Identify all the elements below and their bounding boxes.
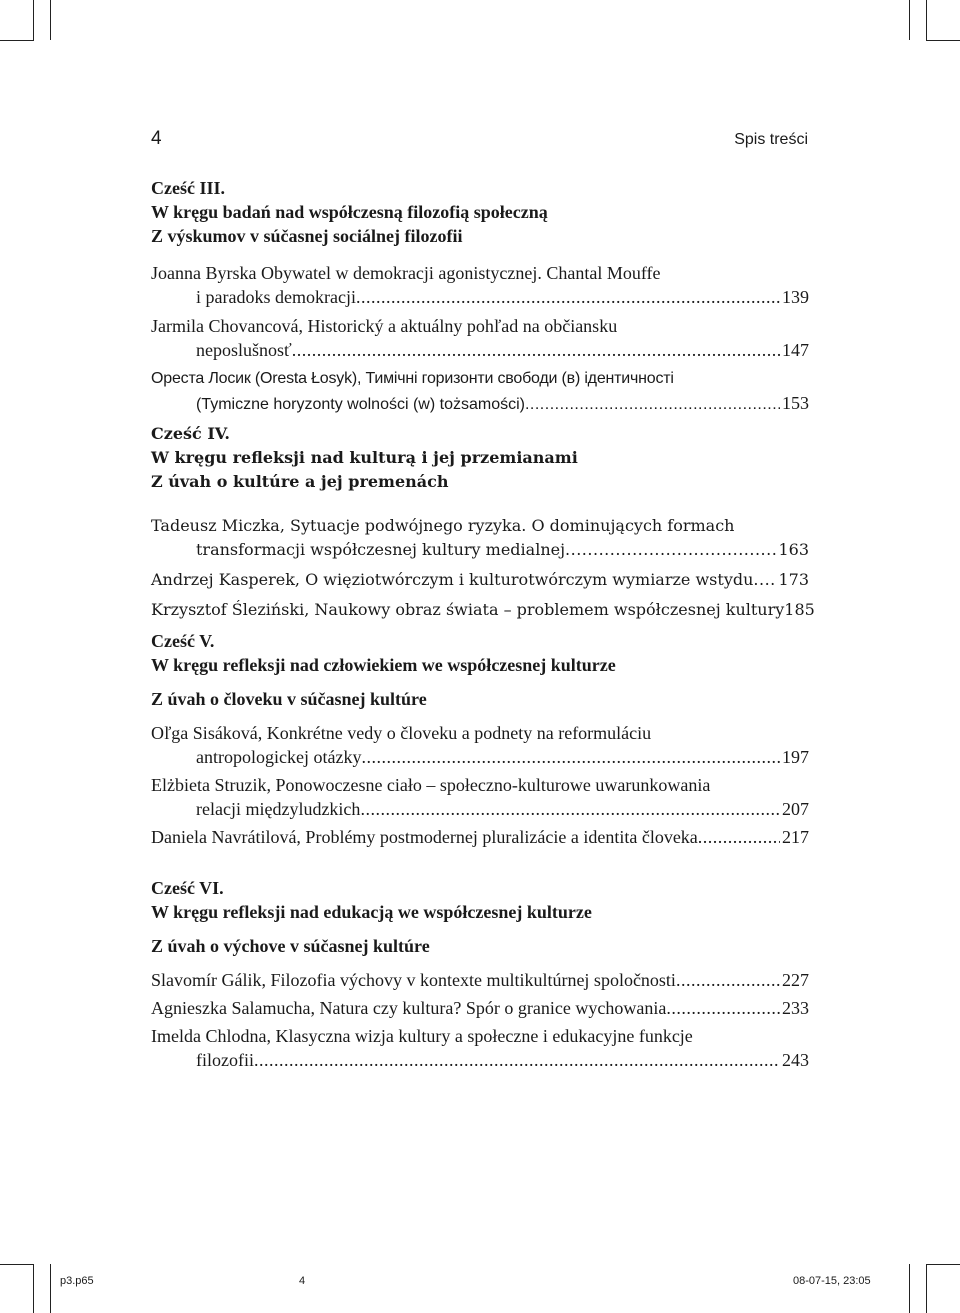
toc-entry[interactable] (151, 996, 809, 1020)
crop-mark-bottom-right-h (926, 1264, 960, 1265)
toc-entry[interactable] (151, 721, 809, 769)
entry-page: 233 (782, 998, 809, 1018)
dot-leader (525, 393, 780, 417)
toc-entry[interactable] (151, 1024, 809, 1072)
entry-page: 197 (782, 747, 809, 767)
section-title-sk: Z úvah o výchove v súčasnej kultúre (151, 936, 430, 956)
toc-entry[interactable] (151, 773, 809, 821)
section-heading: Cześć III. (151, 178, 225, 198)
toc-entry[interactable] (151, 825, 809, 849)
entry-line: Oľga Sisáková, Konkrétne vedy o človeku a podnety na reformuláciu (151, 723, 652, 743)
entry-line: Joanna Byrska Obywatel w demokracji agonistycznej. Chantal Mouffe (151, 263, 661, 283)
section-title-sk: Z úvah o kultúre a jej premenách (151, 472, 449, 491)
section-title-pl: W kręgu badań nad współczesną filozofią społeczną (151, 202, 548, 222)
section-heading: Cześć IV. (151, 424, 230, 443)
entry-line: (Tymiczne horyzonty wolności (w) tożsamości) (196, 396, 525, 413)
crop-mark-top-right-h (926, 40, 960, 41)
entry-line: Ореста Лосик (Oresta Łosyk), Тимічні горизонти свободи (в) ідентичності (151, 370, 674, 387)
dot-leader (666, 996, 780, 1020)
section-title-sk: Z výskumov v súčasnej sociálnej filozofii (151, 226, 463, 246)
running-title: Spis treści (734, 131, 808, 148)
dot-leader (292, 338, 780, 362)
dot-leader (356, 285, 780, 309)
entry-line: Elżbieta Struzik, Ponowoczesne ciało – społeczno-kulturowe uwarunkowania (151, 775, 711, 795)
entry-page: 217 (782, 827, 809, 847)
section-heading: Cześć V. (151, 631, 215, 651)
crop-mark-bottom-left-v (33, 1264, 34, 1313)
entry-line: i paradoks demokracji (196, 287, 356, 307)
toc-entry[interactable] (151, 968, 809, 992)
section-heading: Cześć VI. (151, 878, 224, 898)
entry-line: antropologickej otázky (196, 747, 362, 767)
section-title-pl: W kręgu refleksji nad edukacją we współczesnej kulturze (151, 902, 592, 922)
entry-line: transformacji współczesnej kultury medialnej (196, 540, 566, 559)
crop-mark-bottom-right-v (909, 1264, 910, 1313)
entry-page: 207 (782, 799, 809, 819)
section-part-5 (151, 629, 809, 849)
section-title-pl: W kręgu refleksji nad kulturą i jej przemianami (151, 448, 578, 467)
dot-leader (753, 568, 776, 592)
toc-entry[interactable] (151, 314, 809, 362)
toc-entry[interactable] (151, 261, 809, 309)
entry-page: 139 (782, 287, 809, 307)
entry-page: 173 (778, 570, 809, 589)
dot-leader (360, 797, 780, 821)
toc-entry[interactable] (151, 598, 815, 622)
dot-leader (361, 745, 780, 769)
dot-leader (254, 1048, 780, 1072)
entry-line: relacji międzyludzkich (196, 799, 361, 819)
entry-line: Tadeusz Miczka, Sytuacje podwójnego ryzyka. O dominujących formach (151, 516, 735, 535)
section-title-pl: W kręgu refleksji nad człowiekiem we współczesnej kulturze (151, 655, 616, 675)
entry-line: Imelda Chlodna, Klasyczna wizja kultury a społeczne i edukacyjne funkcje (151, 1026, 693, 1046)
crop-mark-top-left-h (0, 40, 34, 41)
section-title-sk: Z úvah o človeku v súčasnej kultúre (151, 689, 427, 709)
crop-mark-bottom-left-v2 (50, 1264, 51, 1313)
section-part-3 (151, 176, 809, 417)
toc-entry[interactable] (151, 514, 809, 562)
page-number: 4 (151, 128, 162, 149)
entry-line: neposlušnosť (196, 340, 292, 360)
footer-timestamp: 08-07-15, 23:05 (793, 1275, 871, 1287)
crop-mark-bottom-left-h (0, 1264, 34, 1265)
entry-page: 227 (782, 970, 809, 990)
footer-file: p3.p65 (60, 1275, 94, 1287)
crop-mark-top-left-v (33, 0, 34, 40)
toc-entry[interactable] (151, 568, 809, 592)
entry-line: Daniela Navrátilová, Problémy postmodernej pluralizácie a identita človeka (151, 827, 698, 847)
toc-entry[interactable] (151, 367, 809, 417)
dot-leader (565, 538, 776, 562)
dot-leader (676, 968, 780, 992)
entry-page: 153 (782, 393, 809, 413)
crop-mark-bottom-right-v2 (926, 1264, 927, 1313)
entry-page: 243 (782, 1050, 809, 1070)
section-part-4 (151, 422, 815, 622)
entry-line: Krzysztof Śleziński, Naukowy obraz świata – problemem współczesnej kultury (151, 600, 785, 619)
crop-mark-top-right-v2 (926, 0, 927, 40)
crop-mark-top-right-v (909, 0, 910, 40)
crop-mark-top-left-v2 (50, 0, 51, 40)
entry-line: filozofii (196, 1050, 254, 1070)
section-part-6 (151, 876, 809, 1072)
entry-page: 163 (778, 540, 809, 559)
entry-line: Agnieszka Salamucha, Natura czy kultura? Spór o granice wychowania (151, 998, 667, 1018)
entry-page: 185 (784, 600, 815, 619)
dot-leader (698, 825, 780, 849)
entry-line: Jarmila Chovancová, Historický a aktuálny pohľad na občiansku (151, 316, 618, 336)
entry-line: Slavomír Gálik, Filozofia výchovy v kontexte multikultúrnej spoločnosti (151, 970, 676, 990)
entry-line: Andrzej Kasperek, O więziotwórczym i kulturotwórczym wymiarze wstydu (151, 570, 754, 589)
entry-page: 147 (782, 340, 809, 360)
footer-page: 4 (299, 1275, 306, 1287)
